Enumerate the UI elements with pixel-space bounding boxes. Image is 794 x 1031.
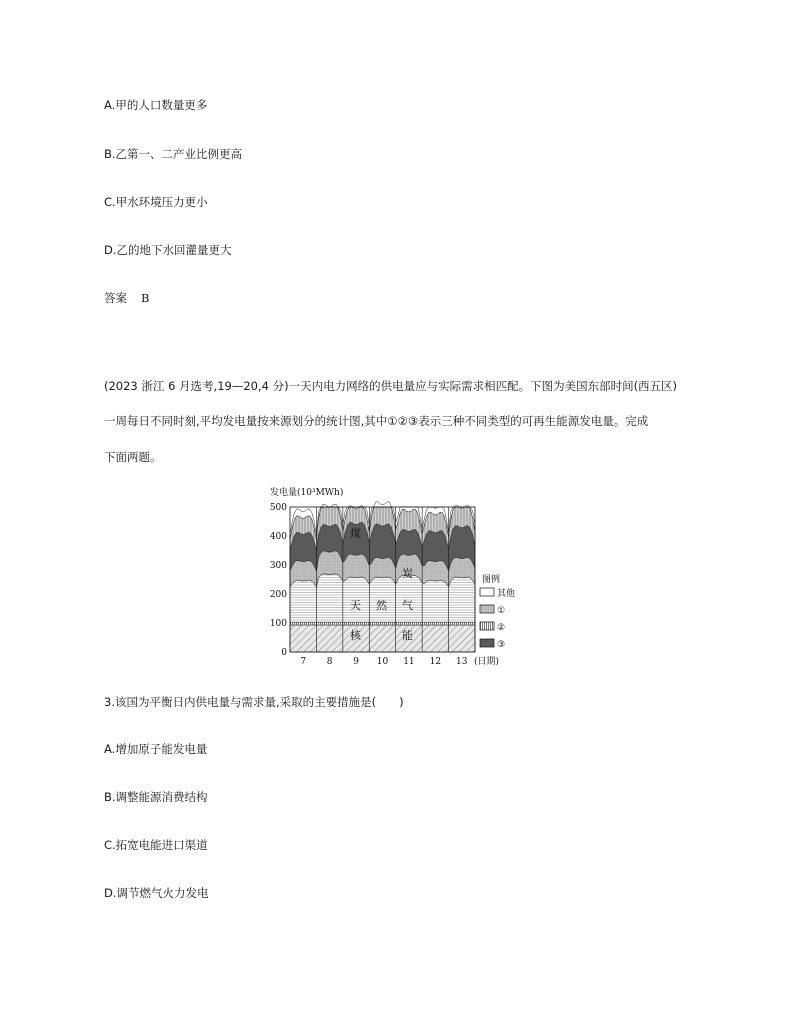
label-nuclear-2: 能 [402,629,413,642]
legend-label-other: 其他 [497,589,516,599]
q3-option-a: A.增加原子能发电量 [104,742,208,756]
y-axis-title: 发电量(10³MWh) [270,488,344,498]
label-gas-2: 然 [376,599,387,612]
x-tick-label: 8 [326,657,333,667]
y-tick-label: 300 [269,561,287,571]
legend-label-1: ① [497,606,506,616]
label-gas-3: 气 [402,599,413,612]
label-coal-1: 煤 [350,527,361,540]
legend-swatch-1 [480,605,494,613]
x-tick-label: 10 [376,657,389,667]
q3-option-b: B.调整能源消费结构 [104,790,208,804]
legend-swatch-3 [480,639,494,647]
y-tick-label: 100 [269,619,287,629]
q3-option-d: D.调节燃气火力发电 [104,886,209,900]
label-gas-1: 天 [350,599,361,612]
answer-line [104,290,149,306]
y-tick-labels [270,503,287,658]
x-axis-title: (日期) [474,657,500,667]
x-tick-labels [300,657,467,667]
label-coal-2: 炭 [402,567,413,580]
area-② [290,622,475,625]
legend-swatch-2 [480,622,494,630]
option-d: D.乙的地下水回灌量更大 [104,243,232,257]
label-nuclear-1: 核 [350,629,361,642]
legend-title: 图例 [482,575,501,585]
answer-value: B [141,291,150,305]
x-tick-label: 7 [300,657,307,667]
y-tick-label: 500 [269,503,287,513]
q3-option-c: C.拓宽电能进口渠道 [104,838,208,852]
chart-svg [268,482,528,667]
intro-line-3: 下面两题。 [104,450,162,464]
y-tick-label: 400 [269,532,287,542]
chart-legend [480,573,515,650]
question-3: 3.该国为平衡日内供电量与需求量,采取的主要措施是( ) [104,695,404,709]
x-tick-label: 9 [353,657,359,667]
y-tick-label: 200 [269,590,287,600]
option-c: C.甲水环境压力更小 [104,195,208,209]
legend-label-3: ③ [497,640,506,650]
option-a: A.甲的人口数量更多 [104,98,208,112]
power-generation-chart [268,482,528,667]
legend-swatch-other [480,588,494,596]
option-b: B.乙第一、二产业比例更高 [104,147,243,161]
x-tick-label: 12 [429,657,442,667]
area-核能 [290,625,475,652]
answer-label: 答案 [104,291,127,305]
intro-line-2: 一周每日不同时刻,平均发电量按来源划分的统计图,其中①②③表示三种不同类型的可再生能源发电量。完成 [104,414,649,428]
y-tick-label: 0 [281,648,287,658]
intro-line-1: (2023 浙江 6 月选考,19—20,4 分)一天内电力网络的供电量应与实际需求相匹配。下图为美国东部时间(西五区) [104,379,678,393]
x-tick-label: 11 [403,657,415,667]
legend-label-2: ② [497,623,506,633]
x-tick-label: 13 [456,657,468,667]
chart-areas [290,502,475,652]
